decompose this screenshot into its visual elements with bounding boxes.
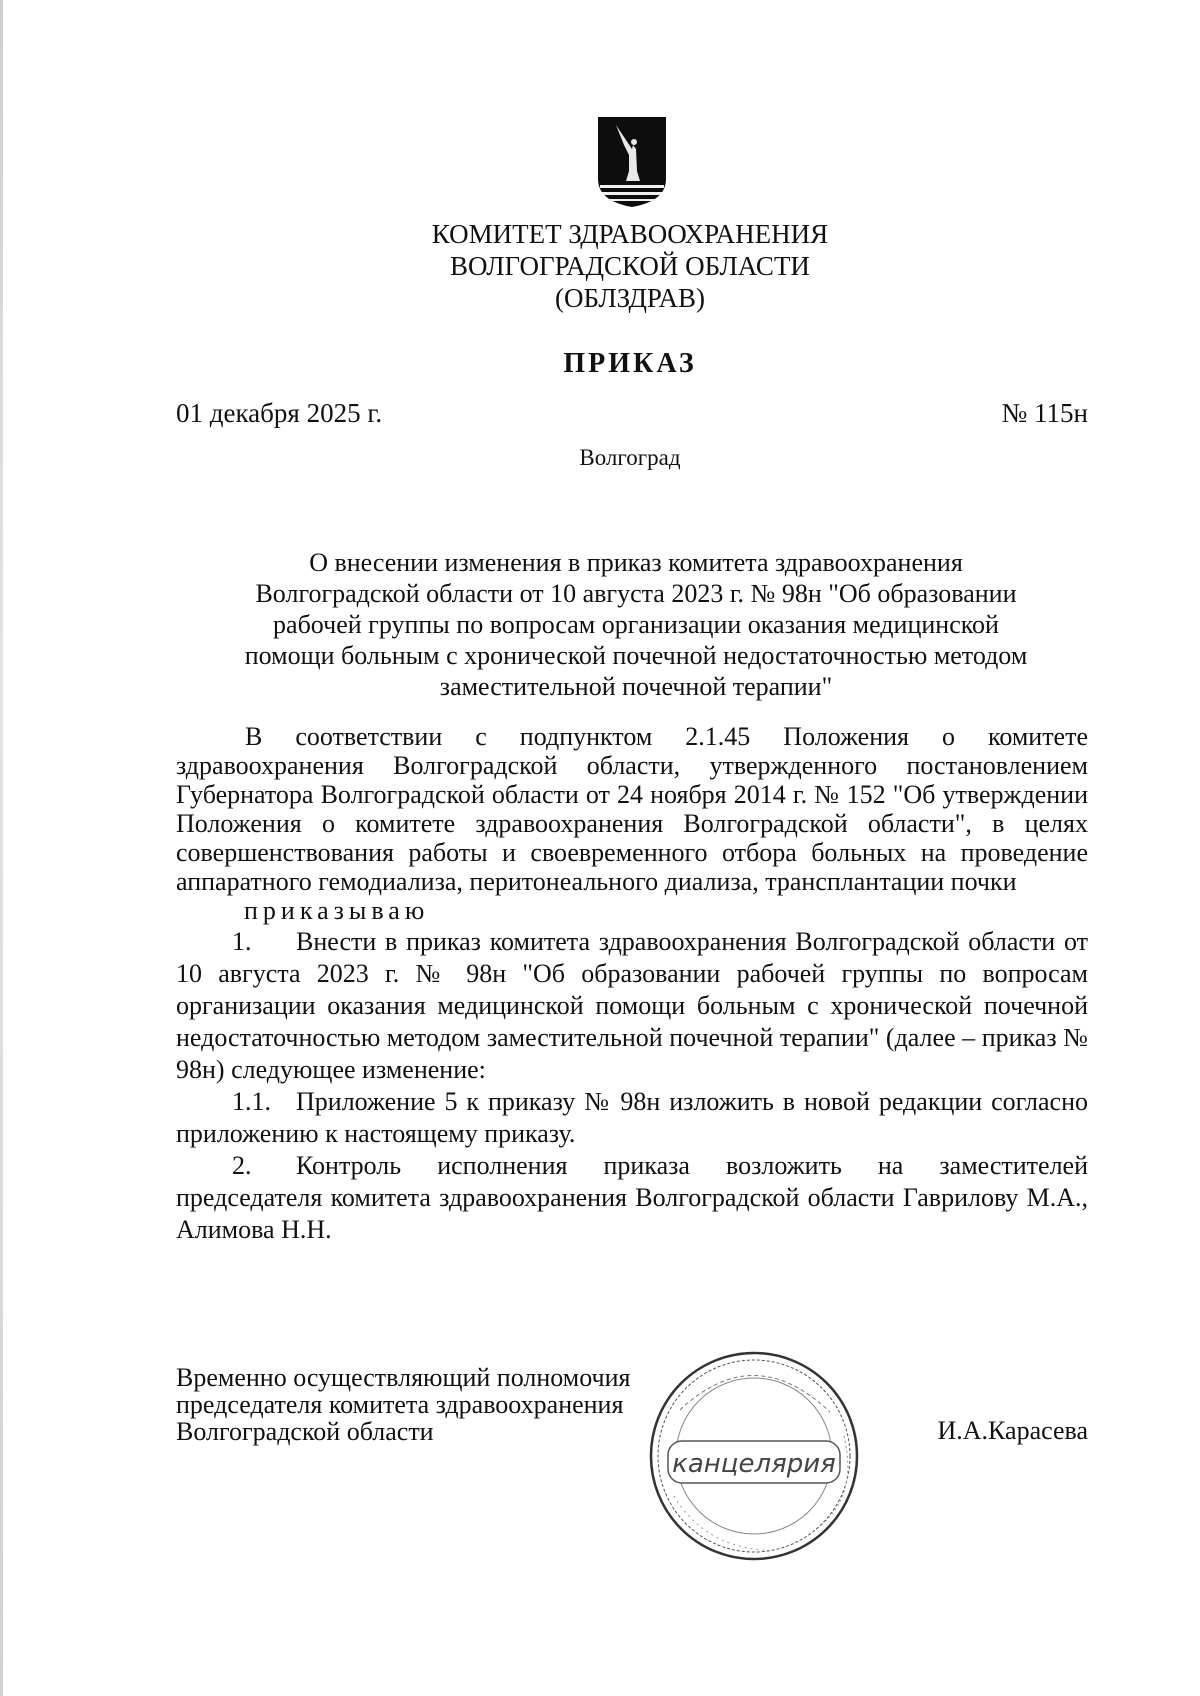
item-2-number: 2. bbox=[232, 1151, 252, 1180]
item-1-1-number: 1.1. bbox=[232, 1087, 271, 1116]
item-1-text: Внести в приказ комитета здравоохранения Волгоградской области от 10 августа 2023 г. № 98н "Об образовании рабочей группы по вопросам организации оказания медицинской помощи больным с хронической почечной недостаточностью методом заместительной почечной терапии" (далее – приказ № 98н) следующее изменение: bbox=[176, 927, 1088, 1084]
subject-line-1: О внесении изменения в приказ комитета здравоохранения bbox=[309, 548, 963, 577]
office-stamp-icon bbox=[644, 1346, 864, 1566]
organization-line-3: (ОБЛЗДРАВ) bbox=[555, 283, 705, 313]
scan-edge bbox=[0, 0, 3, 1696]
item-1-number: 1. bbox=[232, 927, 252, 956]
stamp-text: канцелярия bbox=[672, 1449, 836, 1479]
order-item-1 bbox=[176, 926, 1088, 1086]
order-body bbox=[176, 722, 1088, 1246]
order-item-1-1 bbox=[176, 1086, 1088, 1150]
subject-line-5: заместительной почечной терапии" bbox=[439, 672, 833, 701]
subject-line-4: помощи больным с хронической почечной недостаточностью методом bbox=[244, 641, 1028, 670]
document-title: ПРИКАЗ bbox=[563, 348, 697, 379]
signatory-name: И.А.Карасева bbox=[937, 1416, 1088, 1445]
signatory-position-line-2: председателя комитета здравоохранения bbox=[176, 1390, 624, 1419]
order-date: 01 декабря 2025 г. bbox=[176, 398, 383, 428]
organization-line-1: КОМИТЕТ ЗДРАВООХРАНЕНИЯ bbox=[431, 219, 829, 249]
volgograd-coat-of-arms-icon bbox=[596, 115, 668, 209]
organization-name bbox=[300, 218, 960, 314]
order-word: приказываю bbox=[244, 896, 430, 925]
signatory-position-line-3: Волгоградской области bbox=[176, 1417, 434, 1446]
subject-line-3: рабочей группы по вопросам организации оказания медицинской bbox=[273, 610, 999, 639]
preamble-paragraph: В соответствии с подпунктом 2.1.45 Положения о комитете здравоохранения Волгоградской области, утвержденного постановлением Губернатора Волгоградской области от 24 ноября 2014 г. № 152 "Об утверждении Положения о комитете здравоохранения Волгоградской области", в целях совершенствования работы и своевременного отбора больных на проведение аппаратного гемодиализа, перитонеального диализа, трансплантации почки bbox=[176, 722, 1088, 896]
order-item-2 bbox=[176, 1150, 1088, 1246]
order-subject bbox=[196, 547, 1076, 702]
order-number: № 115н bbox=[1001, 398, 1088, 428]
item-2-text: Контроль исполнения приказа возложить на заместителей председателя комитета здравоохранения Волгоградской области Гаврилову М.А., Алимова Н.Н. bbox=[176, 1151, 1088, 1244]
subject-line-2: Волгоградской области от 10 августа 2023 г. № 98н "Об образовании bbox=[255, 579, 1017, 608]
signatory-position bbox=[176, 1364, 631, 1445]
item-1-1-text: Приложение 5 к приказу № 98н изложить в новой редакции согласно приложению к настоящему приказу. bbox=[176, 1087, 1088, 1148]
organization-line-2: ВОЛГОГРАДСКОЙ ОБЛАСТИ bbox=[450, 251, 810, 281]
order-city: Волгоград bbox=[579, 445, 681, 470]
signatory-position-line-1: Временно осуществляющий полномочия bbox=[176, 1363, 631, 1392]
